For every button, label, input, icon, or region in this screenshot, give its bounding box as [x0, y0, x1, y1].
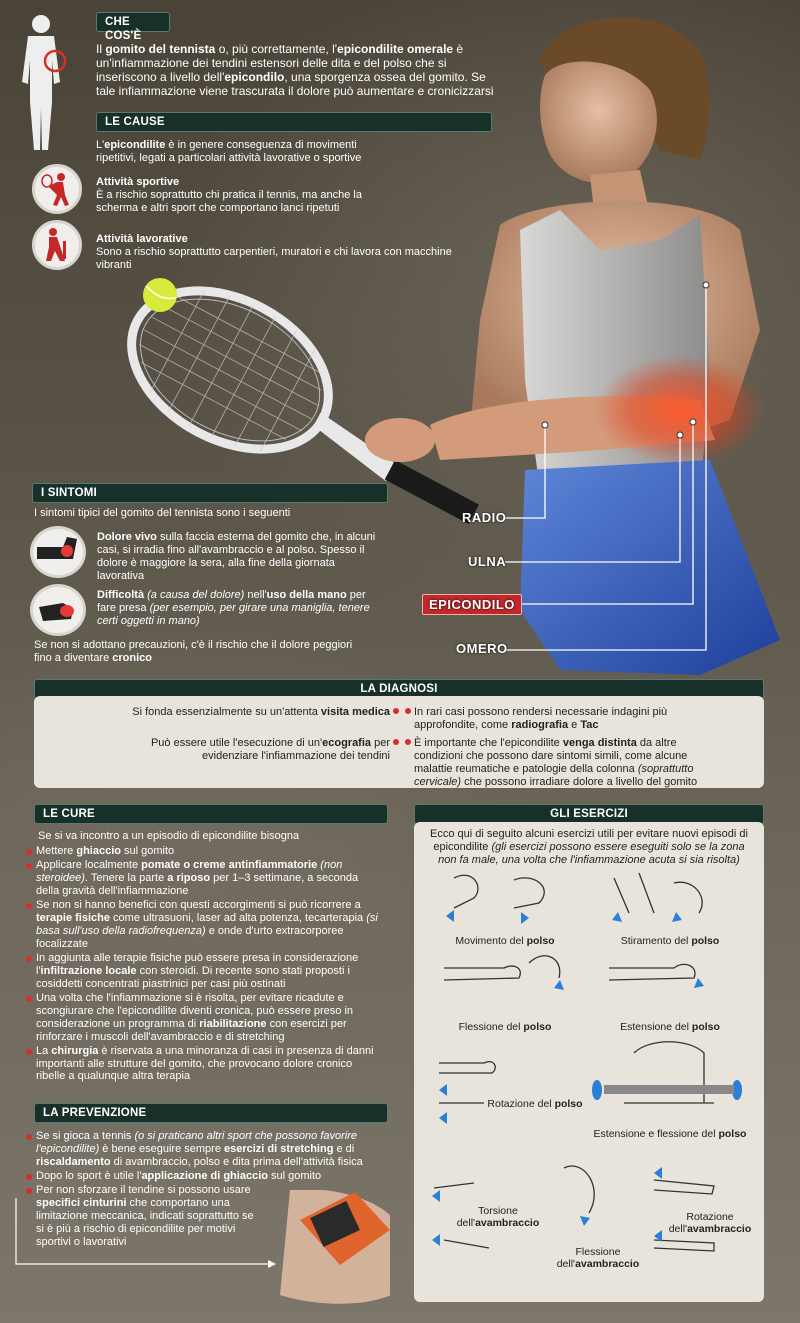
label-epicondilo: EPICONDILO: [422, 594, 522, 615]
list-item: Una volta che l'infiammazione si è risolta, per evitare ricadute e scongiurare che l'epicondilite diventi cronica, può essere preso in considerazione un programma di riabilitazione con esercizi per rinforzare i muscoli dell'avambraccio e di stretching: [26, 992, 384, 1044]
exercise-illustrations: [414, 868, 764, 1308]
exercise-2-label: Stiramento del polso: [620, 935, 720, 947]
sintomo-2: Difficoltà (a causa del dolore) nell'uso della mano per fare presa (per esempio, per girare una maniglia, tenere certi oggetti in mano): [97, 589, 370, 627]
cause-lavoro: Attività lavorative Sono a rischio soprattutto carpentieri, muratori e chi lavora con macchine vibranti: [96, 233, 452, 271]
sintomi-outro: Se non si adottano precauzioni, c'è il rischio che il dolore peggiori fino a diventare cronico: [34, 639, 353, 664]
exercise-4-label: Estensione del polso: [620, 1021, 720, 1033]
section-header-diagnosi: LA DIAGNOSI: [34, 679, 764, 699]
bullet: [393, 739, 399, 745]
cause-intro: L'epicondilite è in genere conseguenza di movimenti ripetitivi, legati a particolari attività lavorative o sportive: [96, 139, 362, 164]
worker-icon: [32, 220, 82, 270]
exercise-7-label: Torsione dell'avambraccio: [456, 1205, 540, 1230]
list-item: La chirurgia è riservata a una minoranza di casi in presenza di danni importanti alle strutture del gomito, che provocano dolore cronico ribelle a qualunque altra terapia: [26, 1045, 384, 1084]
strap-illustration: [10, 1190, 390, 1310]
bullet: [405, 708, 411, 714]
diagnosi-l1: Si fonda essenzialmente su un'attenta visita medica: [132, 706, 390, 718]
sintomo-1: Dolore vivo sulla faccia esterna del gomito che, in alcuni casi, si irradia fino all'avambraccio e al polso. Spesso il dolore è maggiore la sera, alla fine della giornata lavorativa: [97, 531, 376, 582]
label-omero: OMERO: [456, 641, 508, 656]
body-outline-icon: [8, 12, 78, 154]
sintomi-intro: I sintomi tipici del gomito del tennista sono i seguenti: [34, 507, 291, 519]
section-header-sintomi: I SINTOMI: [32, 483, 388, 503]
elbow-pain-icon: [30, 526, 86, 578]
label-radio: RADIO: [462, 510, 507, 525]
section-header-esercizi: GLI ESERCIZI: [414, 804, 764, 824]
list-item: Se non si hanno benefici con questi accorgimenti si può ricorrere a terapie fisiche come ultrasuoni, laser ad alta potenza, tecarterapia (si basa sull'uso della radiofrequenza) e onde d'urto extracorporee focalizzate: [26, 899, 384, 951]
diagnosi-r2: È importante che l'epicondilite venga distinta da altre condizioni che possono dare sintomi simili, come alcune malattie reumatiche e patologie della colonna (soprattutto cervicale) che possono irradiare dolore a livello del gomito: [414, 737, 698, 788]
cure-intro: Se si va incontro a un episodio di epicondilite bisogna: [38, 830, 300, 842]
exercise-6-label: Estensione e flessione del polso: [593, 1128, 747, 1140]
section-header-prevenzione: LA PREVENZIONE: [34, 1103, 388, 1123]
list-item: Dopo lo sport è utile l'applicazione di ghiaccio sul gomito: [26, 1170, 384, 1183]
section-header-cose: CHE COS'È: [96, 12, 170, 32]
list-item: Se si gioca a tennis (o si praticano altri sport che possono favorire l'epicondilite) è bene eseguire sempre esercizi di stretching e di riscaldamento di avambraccio, polso e dita prima dell'attività fisica: [26, 1130, 384, 1169]
tennis-player-icon: [32, 164, 82, 214]
diagnosi-l2: Può essere utile l'esecuzione di un'ecografia per evidenziare l'infiammazione dei tendini: [150, 737, 390, 762]
list-item: Per non sforzare il tendine si possono usare specifici cinturini che comportano una limitazione meccanica, indicati soprattutto se si è più a rischio di epicondilite per motivi sportivi o lavorativi: [26, 1184, 256, 1249]
exercise-9-label: Rotazione dell'avambraccio: [668, 1211, 752, 1236]
list-item: In aggiunta alle terapie fisiche può essere presa in considerazione l'infiltrazione locale con steroidi. Di recente sono stati proposti i cosiddetti concentrati piastrinici per casi più ostinati: [26, 952, 384, 991]
esercizi-intro: Ecco qui di seguito alcuni esercizi utili per evitare nuovi episodi di epicondilite (gli esercizi possono essere eseguiti solo se la zona non fa male, una volta che l'infiammazione acuta si sia risolta): [430, 828, 748, 866]
diagnosi-r1: In rari casi possono rendersi necessarie indagini più approfondite, come radiografia e Tac: [414, 706, 668, 731]
exercise-3-label: Flessione del polso: [458, 1021, 552, 1033]
bullet: [393, 708, 399, 714]
exercise-8-label: Flessione dell'avambraccio: [556, 1246, 640, 1271]
cause-sport: Attività sportive È a rischio soprattutto chi pratica il tennis, ma anche la scherma e altri sport che comportano lanci ripetuti: [96, 176, 362, 214]
hand-grip-icon: [30, 584, 86, 636]
exercise-5-label: Rotazione del polso: [487, 1098, 583, 1110]
section-header-cause: LE CAUSE: [96, 112, 492, 132]
exercise-1-label: Movimento del polso: [455, 935, 555, 947]
list-item: Mettere ghiaccio sul gomito: [26, 845, 384, 858]
list-item: Applicare localmente pomate o creme antinfiammatorie (non steroidee). Tenere la parte a riposo per 1–3 settimane, a seconda della gravità dell'infiammazione: [26, 859, 384, 898]
cure-list: [26, 845, 384, 1084]
cose-text: Il gomito del tennista o, più correttamente, l'epicondilite omerale è un'infiammazione dei tendini estensori delle dita e del polso che si inseriscono a livello dell'epicondilo, una sporgenza ossea del gomito. Se tale infiammazione viene trascurata il dolore può aumentare e cronicizzarsi: [96, 42, 494, 99]
section-header-cure: LE CURE: [34, 804, 388, 824]
label-ulna: ULNA: [468, 554, 507, 569]
bullet: [405, 739, 411, 745]
